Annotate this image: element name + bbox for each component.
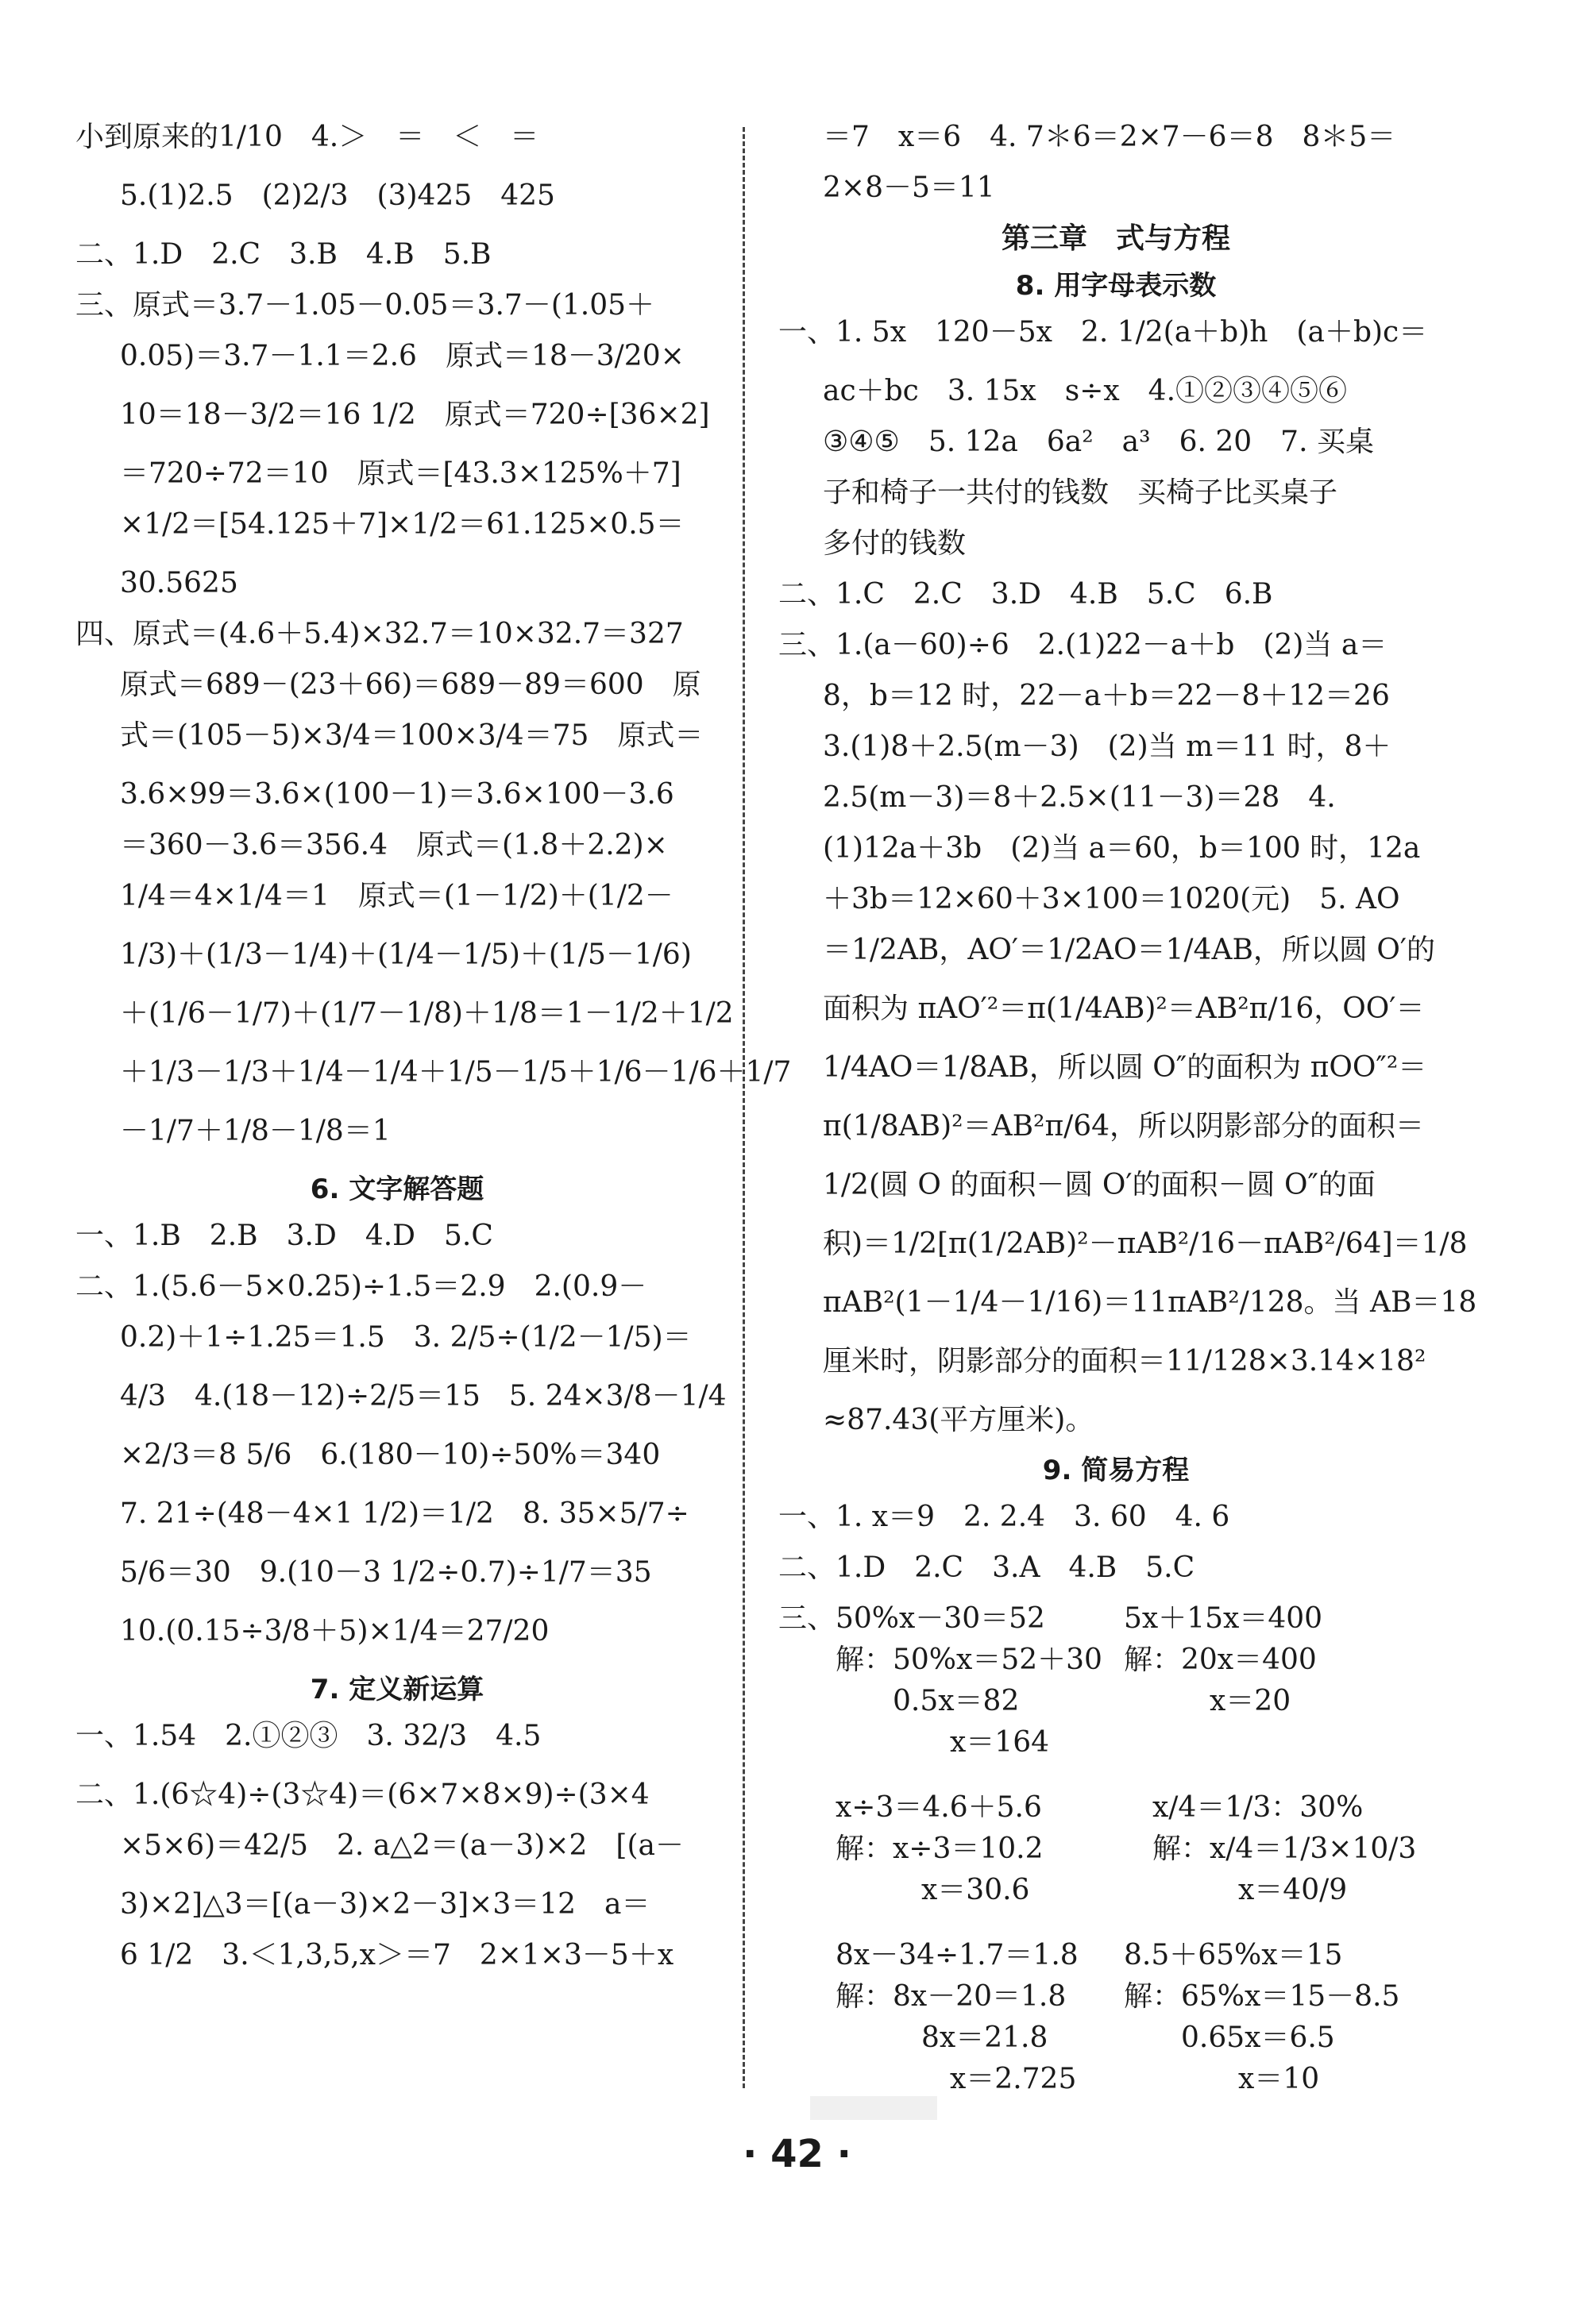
equation-solution (778, 1790, 1108, 1914)
section-title-8: 8. 用字母表示数 (1015, 270, 1217, 302)
answer-line: 8，b＝12 时，22－a＋b＝22－8＋12＝26 (823, 680, 1390, 712)
equation-step: x÷3＝4.6＋5.6 (778, 1791, 1042, 1824)
equation-step: x/4＝1/3：30% (1124, 1791, 1364, 1824)
answer-line: ＝720÷72＝10 原式＝[43.3×125%＋7] (120, 457, 681, 490)
answer-line: ③④⑤ 5. 12a 6a² a³ 6. 20 7. 买桌 (823, 426, 1374, 458)
equation-step: 0.65x＝6.5 (1124, 2021, 1335, 2054)
equation-solution (1124, 1601, 1453, 1766)
answer-line: 式＝(105－5)×3/4＝100×3/4＝75 原式＝ (120, 719, 704, 752)
right-column (778, 119, 1477, 2126)
answer-line: 子和椅子一共付的钱数 买椅子比买桌子 (823, 476, 1338, 509)
page-number: · 42 · (743, 2132, 851, 2176)
section-title-6: 6. 文字解答题 (310, 1174, 484, 1205)
answer-line: 7. 21÷(48－4×1 1/2)＝1/2 8. 35×5/7÷ (120, 1497, 689, 1530)
answer-line: ×5×6)＝42/5 2. a△2＝(a－3)×2 [(a－ (120, 1829, 684, 1862)
equation-step: 8.5＋65%x＝15 (1124, 1939, 1343, 1971)
answer-line: 一、1. x＝9 2. 2.4 3. 60 4. 6 (778, 1501, 1230, 1533)
answer-line: －1/7＋1/8－1/8＝1 (120, 1115, 391, 1147)
answer-line: ×2/3＝8 5/6 6.(180－10)÷50%＝340 (120, 1439, 661, 1471)
answer-line: 一、1.B 2.B 3.D 4.D 5.C (75, 1220, 493, 1252)
column-divider (743, 127, 745, 2088)
answer-line: 三、原式＝3.7－1.05－0.05＝3.7－(1.05＋ (75, 289, 655, 322)
answer-line: 二、1.(5.6－5×0.25)÷1.5＝2.9 2.(0.9－ (75, 1270, 647, 1303)
answer-line: 10.(0.15÷3/8＋5)×1/4＝27/20 (120, 1615, 550, 1648)
answer-line: 3)×2]△3＝[(a－3)×2－3]×3＝12 a＝ (120, 1888, 650, 1921)
answer-line: 0.2)＋1÷1.25＝1.5 3. 2/5÷(1/2－1/5)＝ (120, 1321, 692, 1354)
answer-line: 厘米时，阴影部分的面积＝11/128×3.14×18² (823, 1345, 1426, 1378)
answer-line: ac＋bc 3. 15x s÷x 4.①②③④⑤⑥ (823, 375, 1348, 407)
answer-line: 2×8－5＝11 (823, 172, 995, 204)
section-6-lines (75, 1218, 727, 1650)
answer-line: 原式＝689－(23＋66)＝689－89＝600 原 (120, 669, 701, 701)
answer-line: 二、1.C 2.C 3.D 4.B 5.C 6.B (778, 578, 1273, 611)
answer-line: ＝7 x＝6 4. 7＊6＝2×7－6＝8 8＊5＝ (823, 121, 1396, 153)
equation-solution (778, 1937, 1108, 2102)
equation-step: x＝10 (1124, 2063, 1320, 2095)
equation-step: 解：x/4＝1/3×10/3 (1124, 1833, 1417, 1865)
answer-line: 积)＝1/2[π(1/2AB)²－πAB²/16－πAB²/64]＝1/8 (823, 1228, 1468, 1260)
answer-line: 四、原式＝(4.6＋5.4)×32.7＝10×32.7＝327 (75, 618, 684, 650)
equation-step: 0.5x＝82 (778, 1685, 1020, 1717)
equation-step: 5x＋15x＝400 (1124, 1602, 1323, 1635)
equation-step: x＝20 (1124, 1685, 1291, 1717)
answer-line: 多付的钱数 (823, 527, 967, 560)
answer-line: 0.05)＝3.7－1.1＝2.6 原式＝18－3/20× (120, 340, 685, 372)
answer-line: ＋1/3－1/3＋1/4－1/4＋1/5－1/5＋1/6－1/6＋1/7 (120, 1056, 792, 1089)
answer-line: 一、1.54 2.①②③ 3. 32/3 4.5 (75, 1720, 542, 1752)
answer-line: 30.5625 (120, 567, 238, 599)
answer-line: 二、1.D 2.C 3.A 4.B 5.C (778, 1551, 1195, 1584)
equation-step: x＝30.6 (778, 1874, 1030, 1906)
left-column (75, 119, 792, 1988)
answer-line: π(1/8AB)²＝AB²π/64，所以阴影部分的面积＝ (823, 1110, 1425, 1143)
equation-step: 8x－34÷1.7＝1.8 (778, 1939, 1079, 1971)
equation-step: x＝40/9 (1124, 1874, 1348, 1906)
section-title-7: 7. 定义新运算 (310, 1674, 484, 1705)
answer-line: 4/3 4.(18－12)÷2/5＝15 5. 24×3/8－1/4 (120, 1380, 727, 1413)
equation-solution (1124, 1790, 1453, 1914)
equation-solution (1124, 1937, 1453, 2102)
equation-block-3 (778, 1937, 1453, 2102)
answer-line: 10＝18－3/2＝16 1/2 原式＝720÷[36×2] (120, 399, 710, 431)
equation-step: x＝2.725 (778, 2063, 1077, 2095)
equation-step: 解：20x＝400 (1124, 1644, 1317, 1676)
answer-line: 2.5(m－3)＝8＋2.5×(11－3)＝28 4. (823, 781, 1336, 814)
equation-step: x＝164 (778, 1726, 1050, 1759)
answer-line: ≈87.43(平方厘米)。 (823, 1404, 1094, 1436)
equation-block-1 (778, 1601, 1453, 1766)
answer-line: 5/6＝30 9.(10－3 1/2÷0.7)÷1/7＝35 (120, 1556, 652, 1589)
answer-line: 1/4AO＝1/8AB，所以圆 O″的面积为 πOO″²＝ (823, 1051, 1427, 1084)
answer-line: 1/4＝4×1/4＝1 原式＝(1－1/2)＋(1/2－ (120, 880, 673, 912)
equation-step: 解：50%x＝52＋30 (778, 1644, 1102, 1676)
answer-line: 一、1. 5x 120－5x 2. 1/2(a＋b)h (a＋b)c＝ (778, 316, 1428, 349)
answer-line: 6 1/2 3.＜1,3,5,x＞＝7 2×1×3－5＋x (120, 1939, 674, 1971)
section-7-lines (75, 1718, 719, 1974)
answer-line: 1/2(圆 O 的面积－圆 O′的面积－圆 O″的面 (823, 1169, 1376, 1201)
section-8-lines (778, 314, 1477, 1439)
equation-step: 8x＝21.8 (778, 2021, 1048, 2054)
left-answer-lines (75, 119, 792, 1150)
answer-line: 二、1.(6☆4)÷(3☆4)＝(6×7×8×9)÷(3×4 (75, 1779, 650, 1811)
answer-line: ＝1/2AB，AO′＝1/2AO＝1/4AB，所以圆 O′的 (823, 934, 1436, 966)
equation-block-2 (778, 1790, 1453, 1914)
chapter-title: 第三章 式与方程 (1001, 222, 1230, 255)
answer-line: 1/3)＋(1/3－1/4)＋(1/4－1/5)＋(1/5－1/6) (120, 938, 692, 971)
answer-line: ＋3b＝12×60＋3×100＝1020(元) 5. AO (823, 883, 1400, 915)
answer-line: ×1/2＝[54.125＋7]×1/2＝61.125×0.5＝ (120, 508, 685, 541)
answer-line: 3.(1)8＋2.5(m－3) (2)当 m＝11 时，8＋ (823, 730, 1391, 763)
answer-line: 小到原来的1/10 4.＞ ＝ ＜ ＝ (75, 121, 539, 153)
answer-line: 二、1.D 2.C 3.B 4.B 5.B (75, 238, 492, 271)
answer-line: ＝360－3.6＝356.4 原式＝(1.8＋2.2)× (120, 829, 668, 861)
equation-step: 三、50%x－30＝52 (778, 1602, 1045, 1635)
answer-line: 5.(1)2.5 (2)2/3 (3)425 425 (120, 179, 555, 212)
answer-line: (1)12a＋3b (2)当 a＝60，b＝100 时，12a (823, 832, 1421, 865)
answer-line: 三、1.(a－60)÷6 2.(1)22－a＋b (2)当 a＝ (778, 629, 1388, 661)
equation-solution (778, 1601, 1108, 1766)
answer-line: ＋(1/6－1/7)＋(1/7－1/8)＋1/8＝1－1/2＋1/2 (120, 997, 734, 1030)
equation-step: 解：x÷3＝10.2 (778, 1833, 1044, 1865)
equation-step: 解：8x－20＝1.8 (778, 1980, 1067, 2013)
answer-line: πAB²(1－1/4－1/16)＝11πAB²/128。当 AB＝18 (823, 1286, 1477, 1319)
equation-step: 解：65%x＝15－8.5 (1124, 1980, 1400, 2013)
answer-line: 面积为 πAO′²＝π(1/4AB)²＝AB²π/16，OO′＝ (823, 992, 1425, 1025)
answer-line: 3.6×99＝3.6×(100－1)＝3.6×100－3.6 (120, 778, 674, 811)
section-title-9: 9. 简易方程 (1042, 1455, 1190, 1486)
